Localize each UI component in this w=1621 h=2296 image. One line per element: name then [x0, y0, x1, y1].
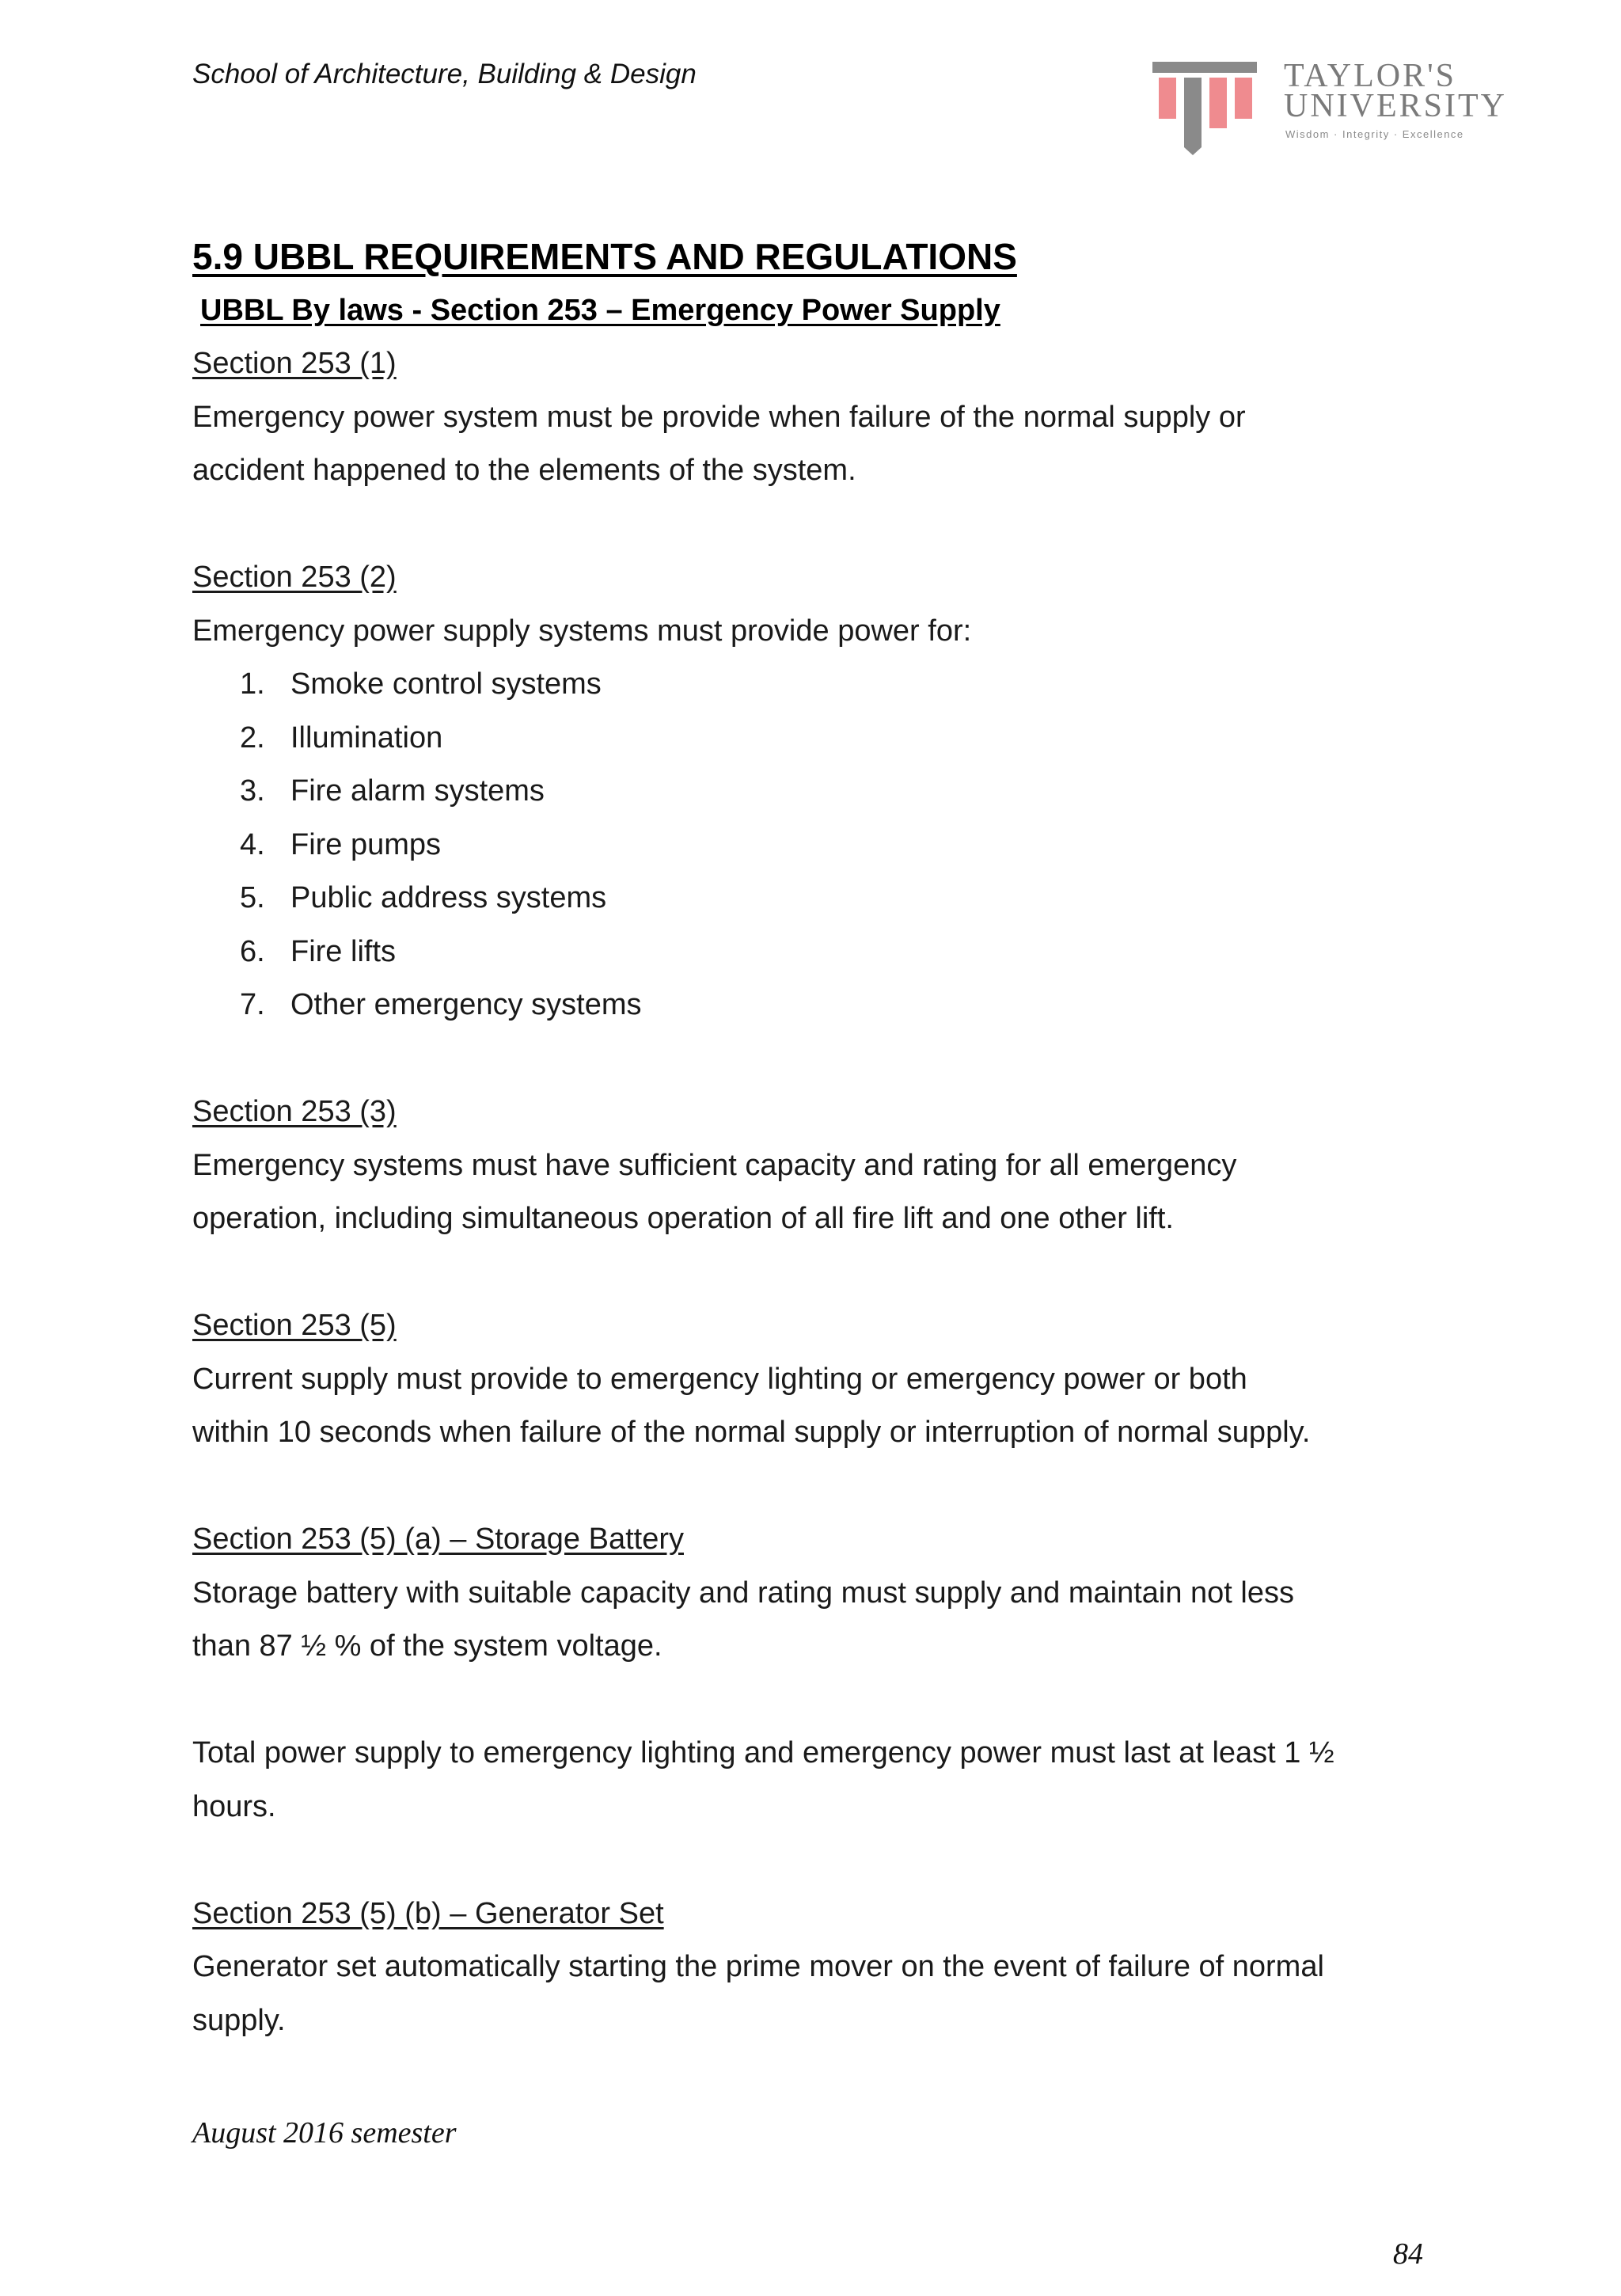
logo-text-line1: TAYLOR'S: [1284, 58, 1457, 94]
section-text-line: supply.: [192, 2003, 286, 2037]
section-253-5a: [192, 1513, 1459, 1834]
footer-semester: August 2016 semester: [192, 2116, 457, 2150]
section-253-5: [192, 1299, 1459, 1460]
logo-text-line2: UNIVERSITY: [1284, 88, 1507, 124]
section-text-line: than 87 ½ % of the system voltage.: [192, 1629, 662, 1663]
section-253-5b: [192, 1887, 1459, 2048]
section-text-line: Emergency power supply systems must provide power for:: [192, 614, 972, 648]
logo-tagline: Wisdom · Integrity · Excellence: [1285, 128, 1464, 140]
logo-mark-icon: [1152, 62, 1263, 157]
section-text-line: accident happened to the elements of the system.: [192, 454, 856, 487]
section-text-line: Emergency power system must be provide when failure of the normal supply or: [192, 400, 1246, 434]
section-text-line: Current supply must provide to emergency lighting or emergency power or both: [192, 1362, 1247, 1396]
section-title: Section 253 (5): [192, 1309, 397, 1342]
power-list: [192, 658, 1459, 1032]
list-item: 4. Fire pumps: [240, 827, 442, 861]
section-text-line: within 10 seconds when failure of the normal supply or interruption of normal supply.: [192, 1416, 1311, 1449]
section-title: Section 253 (5) (b) – Generator Set: [192, 1896, 664, 1930]
section-text-line: Generator set automatically starting the prime mover on the event of failure of normal: [192, 1950, 1324, 1983]
list-item: 3. Fire alarm systems: [240, 774, 545, 808]
section-text-line: Total power supply to emergency lighting and emergency power must last at least 1 ½: [192, 1736, 1334, 1770]
section-253-1: [192, 337, 1459, 498]
section-253-2: [192, 551, 1459, 1032]
list-item: 5. Public address systems: [240, 881, 607, 914]
section-253-3: [192, 1085, 1459, 1246]
school-name: School of Architecture, Building & Design: [192, 59, 697, 89]
list-item: 7. Other emergency systems: [240, 988, 642, 1021]
section-text-line: hours.: [192, 1789, 276, 1823]
section-text-line: Storage battery with suitable capacity and rating must supply and maintain not less: [192, 1576, 1294, 1610]
section-text-line: operation, including simultaneous operation of all fire lift and one other lift.: [192, 1202, 1174, 1235]
list-item: 6. Fire lifts: [240, 934, 396, 968]
page-subtitle: UBBL By laws - Section 253 – Emergency Power Supply: [200, 294, 1000, 327]
main-content: [192, 230, 1459, 2047]
list-item: 2. Illumination: [240, 720, 443, 755]
section-title: Section 253 (1): [192, 347, 397, 380]
section-text-line: Emergency systems must have sufficient capacity and rating for all emergency: [192, 1148, 1237, 1182]
section-title: Section 253 (5) (a) – Storage Battery: [192, 1522, 684, 1556]
university-logo: [1152, 55, 1524, 166]
section-title: Section 253 (3): [192, 1095, 397, 1128]
section-title: Section 253 (2): [192, 561, 397, 594]
page-title: 5.9 UBBL REQUIREMENTS AND REGULATIONS: [192, 236, 1017, 277]
list-item: 1. Smoke control systems: [240, 667, 602, 701]
page-number: 84: [1393, 2237, 1423, 2271]
